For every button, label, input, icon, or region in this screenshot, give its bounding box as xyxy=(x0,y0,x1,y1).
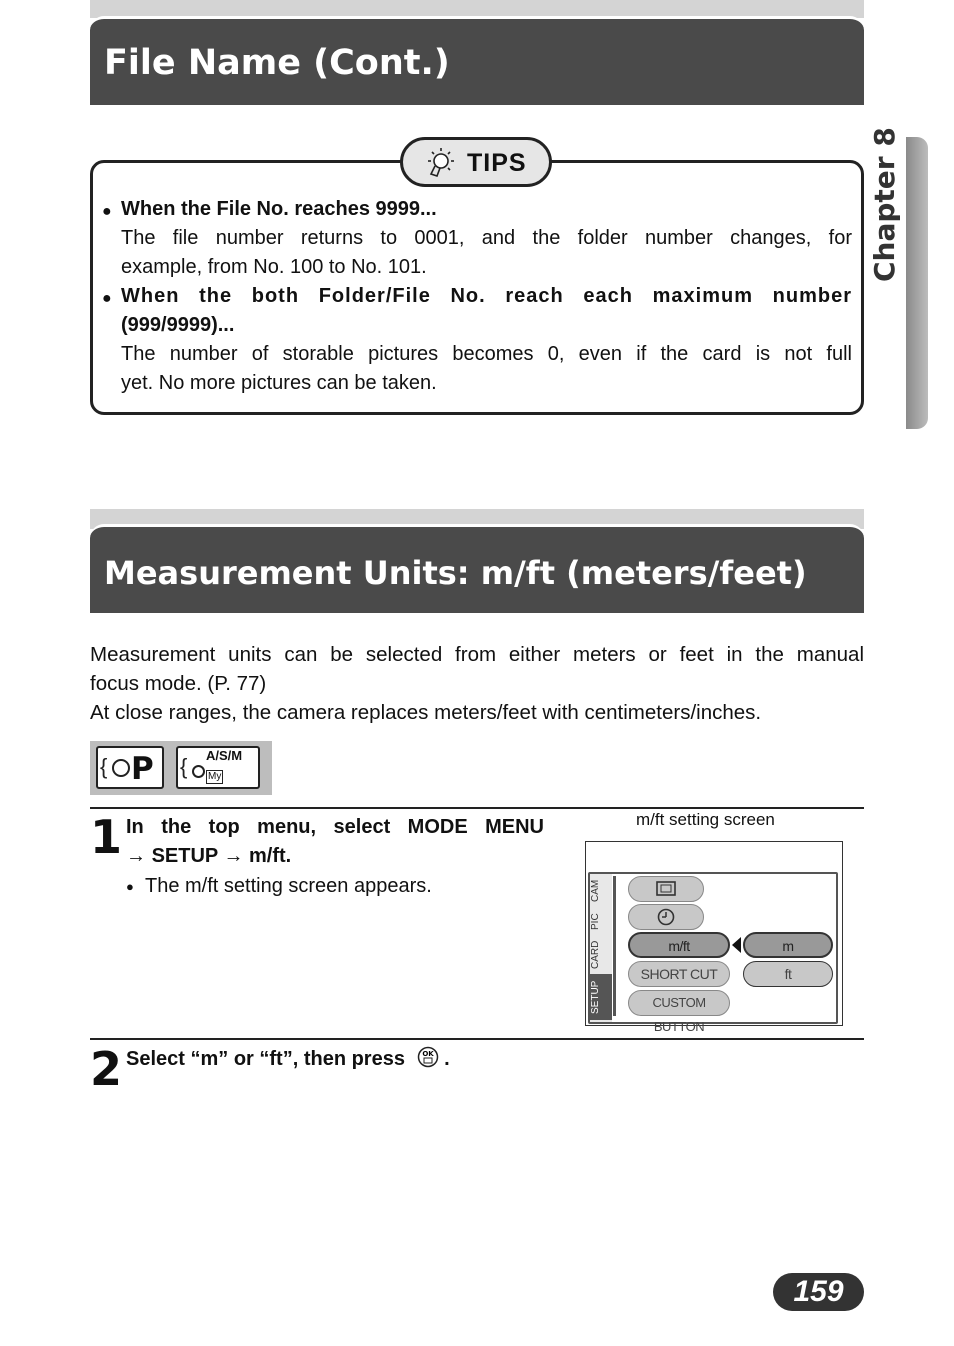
menu-item-custom-button[interactable]: CUSTOM BUTTON xyxy=(628,990,730,1016)
intro-text: At close ranges, the camera replaces meters/feet with centimeters/inches. xyxy=(90,701,762,724)
tab-pic[interactable]: PIC xyxy=(590,913,601,931)
page-title: File Name (Cont.) xyxy=(104,43,450,83)
bullet-dot: ● xyxy=(102,290,112,307)
tips-item-heading: (999/9999)... xyxy=(121,314,235,336)
arrow-icon: → xyxy=(126,845,146,867)
ok-button-icon xyxy=(417,1046,439,1068)
tips-item-body: yet. No more pictures can be taken. xyxy=(121,372,437,394)
scrollbar[interactable] xyxy=(613,876,616,1016)
step-instruction: In the top menu, select MODE MENU xyxy=(126,816,544,838)
divider xyxy=(90,807,864,809)
section-header xyxy=(90,524,864,613)
monitor-item[interactable] xyxy=(628,876,704,902)
menu-item-shortcut[interactable]: SHORT CUT xyxy=(628,961,730,987)
divider xyxy=(90,1038,864,1040)
menu-tabs xyxy=(590,874,612,1022)
intro-text: Measurement units can be selected from either meters or feet in the manual xyxy=(90,643,864,666)
menu-display xyxy=(588,872,838,1034)
asm-mode-icon: { A/S/M My xyxy=(176,746,260,789)
section-title: Measurement Units: m/ft (meters/feet) xyxy=(104,554,807,592)
step-number: 1 xyxy=(90,810,123,864)
mode-icons xyxy=(90,741,272,795)
option-ft[interactable]: ft xyxy=(743,961,833,987)
tips-tab xyxy=(400,137,552,187)
clock-item[interactable] xyxy=(628,904,704,930)
chapter-label: Chapter 8 xyxy=(868,127,901,282)
page-number: 159 xyxy=(773,1273,864,1311)
tab-setup[interactable]: SETUP xyxy=(590,974,612,1020)
arrow-icon: → xyxy=(223,845,244,867)
tips-item-body: The number of storable pictures becomes 0, even if the card is not full xyxy=(121,343,852,365)
tab-cam[interactable]: CAM xyxy=(590,879,601,903)
step-note: The m/ft setting screen appears. xyxy=(145,875,432,897)
monitor-icon xyxy=(653,879,679,899)
bullet-dot: ● xyxy=(102,203,112,220)
tips-item-heading: When the File No. reaches 9999... xyxy=(121,198,437,220)
step-number: 2 xyxy=(90,1042,123,1096)
tips-item-heading: When the both Folder/File No. reach each maximum number xyxy=(121,285,852,307)
camera-screen xyxy=(585,841,843,1034)
intro-text: focus mode. (P. 77) xyxy=(90,672,267,695)
tips-item-body: example, from No. 100 to No. 101. xyxy=(121,256,427,278)
tab-card[interactable]: CARD xyxy=(590,940,601,970)
step-instruction: Select “m” or “ft”, then press OK . xyxy=(126,1048,450,1070)
program-mode-icon: { P xyxy=(96,746,164,789)
svg-text:OK: OK xyxy=(421,1050,434,1058)
section-header xyxy=(90,16,864,105)
selection-arrow-icon xyxy=(731,936,743,954)
option-m[interactable]: m xyxy=(743,932,833,958)
screen-caption: m/ft setting screen xyxy=(636,810,775,829)
chapter-tab xyxy=(906,137,928,429)
lightbulb-icon xyxy=(423,147,459,179)
clock-icon xyxy=(656,907,676,927)
step-instruction: → SETUP → m/ft. xyxy=(126,845,292,867)
tips-label: TIPS xyxy=(467,149,527,177)
menu-item-mft[interactable]: m/ft xyxy=(628,932,730,958)
bullet-dot: ● xyxy=(126,879,134,894)
tips-item-body: The file number returns to 0001, and the folder number changes, for xyxy=(121,227,852,249)
